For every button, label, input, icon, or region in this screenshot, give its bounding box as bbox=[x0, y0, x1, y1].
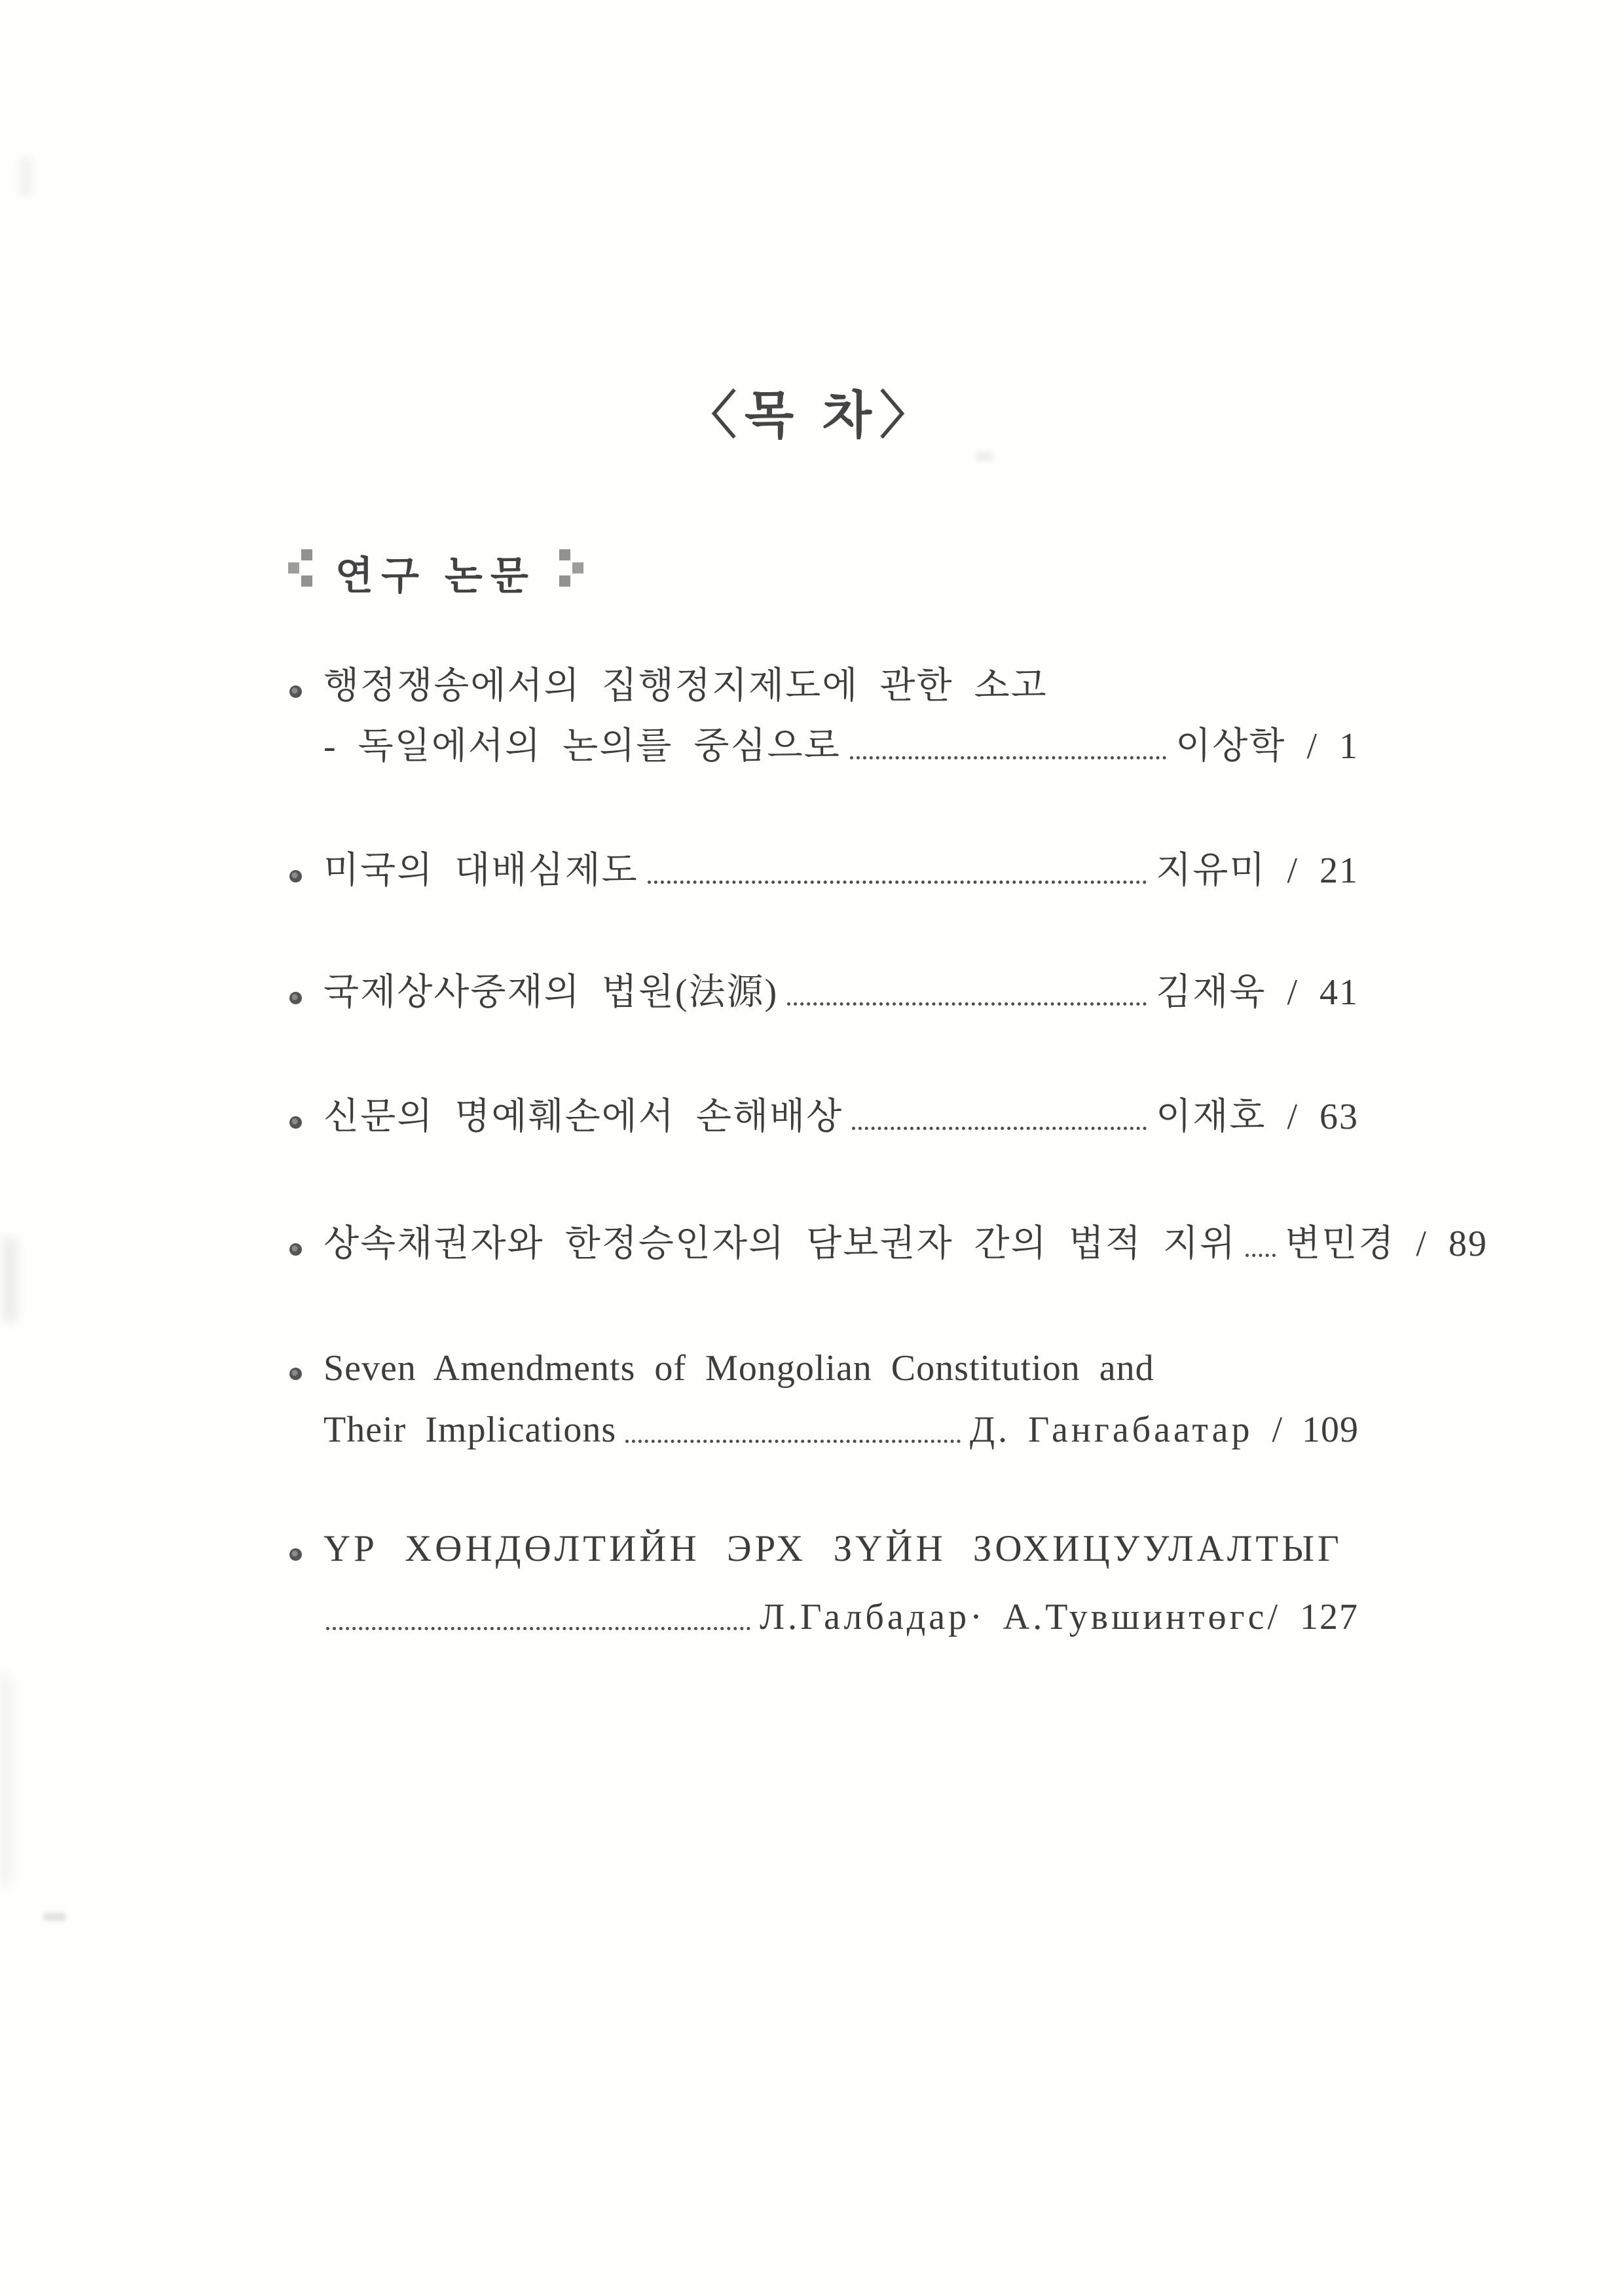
toc-item-title: 신문의 명예훼손에서 손해배상 bbox=[323, 1097, 843, 1137]
scan-artifact bbox=[976, 452, 993, 461]
toc-item-title: 국제상사중재의 법원(法源) bbox=[323, 972, 779, 1013]
section-title: 연구 논문 bbox=[335, 555, 536, 598]
bullet-icon bbox=[289, 1220, 323, 1267]
slash-separator: / bbox=[1253, 1410, 1302, 1450]
toc-item-6-subtitle bbox=[289, 1406, 1359, 1453]
toc-item-5 bbox=[289, 1220, 1488, 1267]
section-header bbox=[287, 545, 585, 601]
slash-separator: / bbox=[1267, 1597, 1300, 1637]
toc-item-page: 127 bbox=[1300, 1597, 1359, 1637]
slash-separator: / bbox=[1266, 850, 1320, 891]
toc-item-4 bbox=[289, 1093, 1359, 1140]
bullet-icon bbox=[289, 663, 323, 710]
slash-separator: / bbox=[1395, 1224, 1449, 1264]
page-title: 〈목 차〉 bbox=[685, 387, 939, 444]
scan-artifact bbox=[20, 157, 31, 196]
scan-artifact bbox=[43, 1913, 65, 1921]
toc-item-title: Seven Amendments of Mongolian Constitution and bbox=[323, 1348, 1154, 1389]
slash-separator: / bbox=[1266, 1097, 1320, 1137]
toc-item-page: 89 bbox=[1448, 1224, 1488, 1264]
toc-item-3 bbox=[289, 969, 1359, 1016]
dotted-leader bbox=[787, 1002, 1147, 1006]
bullet-icon bbox=[289, 969, 323, 1016]
dotted-leader bbox=[1246, 1254, 1276, 1257]
dotted-leader bbox=[852, 1127, 1147, 1130]
toc-item-6-title bbox=[289, 1345, 1359, 1392]
toc-item-author: 김재욱 bbox=[1156, 972, 1266, 1013]
toc-item-author: 이재호 bbox=[1156, 1097, 1266, 1137]
scan-artifact bbox=[3, 1237, 17, 1322]
toc-item-title: ҮР ХӨНДӨЛТИЙН ЭРХ ЗҮЙН ЗОХИЦУУЛАЛТЫГ bbox=[323, 1528, 1342, 1569]
toc-item-page: 1 bbox=[1339, 726, 1359, 767]
toc-item-7-title bbox=[289, 1525, 1359, 1573]
bullet-icon bbox=[289, 1525, 323, 1573]
toc-item-author: Л.Галбадар· А.Тувшинтөгс bbox=[760, 1597, 1268, 1637]
dotted-leader bbox=[648, 881, 1147, 884]
dotted-leader bbox=[850, 756, 1166, 759]
toc-item-author: 변민경 bbox=[1285, 1224, 1395, 1264]
bullet-icon bbox=[289, 1345, 323, 1392]
toc-item-author: 지유미 bbox=[1156, 850, 1266, 891]
scan-artifact bbox=[0, 1676, 10, 1886]
toc-item-author: 이상학 bbox=[1175, 726, 1286, 767]
toc-item-title: 상속채권자와 한정승인자의 담보권자 간의 법적 지위 bbox=[323, 1224, 1237, 1264]
toc-item-page: 21 bbox=[1320, 850, 1359, 891]
toc-item-1-subtitle bbox=[289, 723, 1359, 770]
toc-item-1-title bbox=[289, 663, 1359, 710]
pixel-ornament-left-icon bbox=[287, 548, 316, 598]
dotted-leader bbox=[625, 1440, 961, 1443]
toc-item-2 bbox=[289, 847, 1359, 894]
toc-item-title: 미국의 대배심제도 bbox=[323, 850, 638, 891]
toc-item-page: 109 bbox=[1302, 1410, 1359, 1450]
pixel-ornament-right-icon bbox=[556, 548, 585, 598]
toc-item-author: Д. Гангабаатар bbox=[969, 1410, 1253, 1450]
bullet-icon bbox=[289, 847, 323, 894]
toc-item-page: 63 bbox=[1320, 1097, 1359, 1137]
toc-item-title: 행정쟁송에서의 집행정지제도에 관한 소고 bbox=[323, 666, 1048, 706]
slash-separator: / bbox=[1266, 972, 1320, 1013]
toc-item-7-authors bbox=[289, 1594, 1359, 1641]
slash-separator: / bbox=[1285, 726, 1339, 767]
toc-item-subtitle: - 독일에서의 논의를 중심으로 bbox=[323, 726, 841, 767]
toc-item-subtitle: Their Implications bbox=[323, 1410, 617, 1450]
toc-item-page: 41 bbox=[1320, 972, 1359, 1013]
bullet-icon bbox=[289, 1093, 323, 1140]
dotted-leader bbox=[326, 1627, 750, 1630]
